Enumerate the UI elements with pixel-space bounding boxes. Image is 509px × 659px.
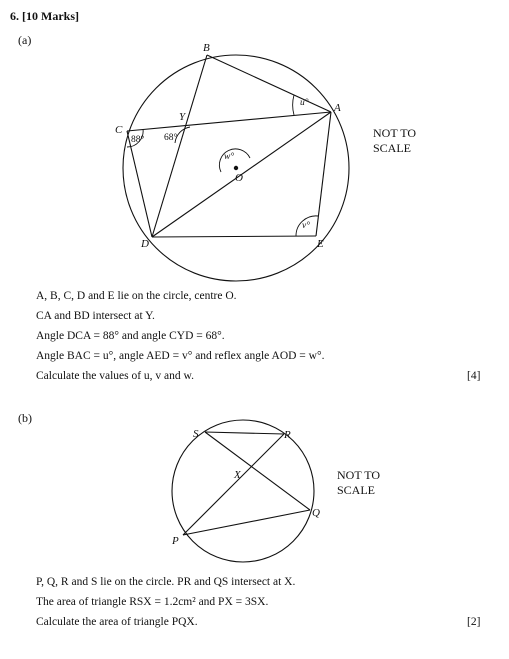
- chord-rp: [183, 434, 284, 535]
- chord-ba: [207, 55, 331, 112]
- circle-b: [172, 420, 314, 562]
- chord-pq: [183, 510, 310, 535]
- point-e-label: E: [317, 238, 324, 250]
- part-a-line-1: A, B, C, D and E lie on the circle, centre O.: [36, 290, 237, 302]
- angle-w-label: w°: [224, 152, 235, 162]
- part-b-marks: [2]: [467, 616, 481, 628]
- chord-sr: [205, 432, 284, 434]
- chord-ae: [316, 112, 331, 236]
- angle-arc-u: [293, 95, 294, 115]
- part-a-label: (a): [18, 33, 32, 47]
- point-c-label: C: [115, 124, 123, 136]
- point-d-label: D: [141, 238, 149, 250]
- part-a-line-5: Calculate the values of u, v and w.: [36, 370, 194, 382]
- part-a-line-4: Angle BAC = u°, angle AED = v° and reflex angle AOD = w°.: [36, 350, 325, 362]
- point-x-label: X: [234, 469, 241, 481]
- part-a-line-3: Angle DCA = 88° and angle CYD = 68°.: [36, 330, 225, 342]
- centre-dot: [234, 166, 238, 170]
- point-s-label: S: [193, 428, 199, 440]
- point-b-label: B: [203, 42, 210, 54]
- part-a-marks: [4]: [467, 370, 481, 382]
- part-b-line-3: Calculate the area of triangle PQX.: [36, 616, 198, 628]
- part-a-line-2: CA and BD intersect at Y.: [36, 310, 155, 322]
- angle-v-label: v°: [302, 221, 311, 231]
- chord-ca: [127, 112, 331, 131]
- angle-dca-label: 88°: [131, 135, 145, 145]
- point-q-label: Q: [312, 507, 320, 519]
- angle-u-label: u°: [300, 98, 309, 108]
- chord-de: [152, 236, 316, 237]
- not-to-scale-b-line2: SCALE: [337, 483, 376, 497]
- not-to-scale-b-line1: NOT TO: [337, 468, 381, 482]
- point-r-label: R: [284, 429, 291, 441]
- part-b-label: (b): [18, 411, 32, 425]
- part-b-line-1: P, Q, R and S lie on the circle. PR and QS intersect at X.: [36, 576, 296, 588]
- question-title: 6. [10 Marks]: [10, 9, 79, 23]
- not-to-scale-a-line2: SCALE: [373, 141, 412, 155]
- angle-cyd-label: 68°: [164, 133, 178, 143]
- part-b-line-2: The area of triangle RSX = 1.2cm² and PX = 3SX.: [36, 596, 269, 608]
- chord-bd: [152, 55, 207, 237]
- point-o-label: O: [235, 172, 243, 184]
- point-p-label: P: [172, 535, 179, 547]
- point-y-label: Y: [179, 111, 186, 123]
- chord-sq: [205, 432, 310, 510]
- point-a-label: A: [334, 102, 341, 114]
- not-to-scale-a-line1: NOT TO: [373, 126, 417, 140]
